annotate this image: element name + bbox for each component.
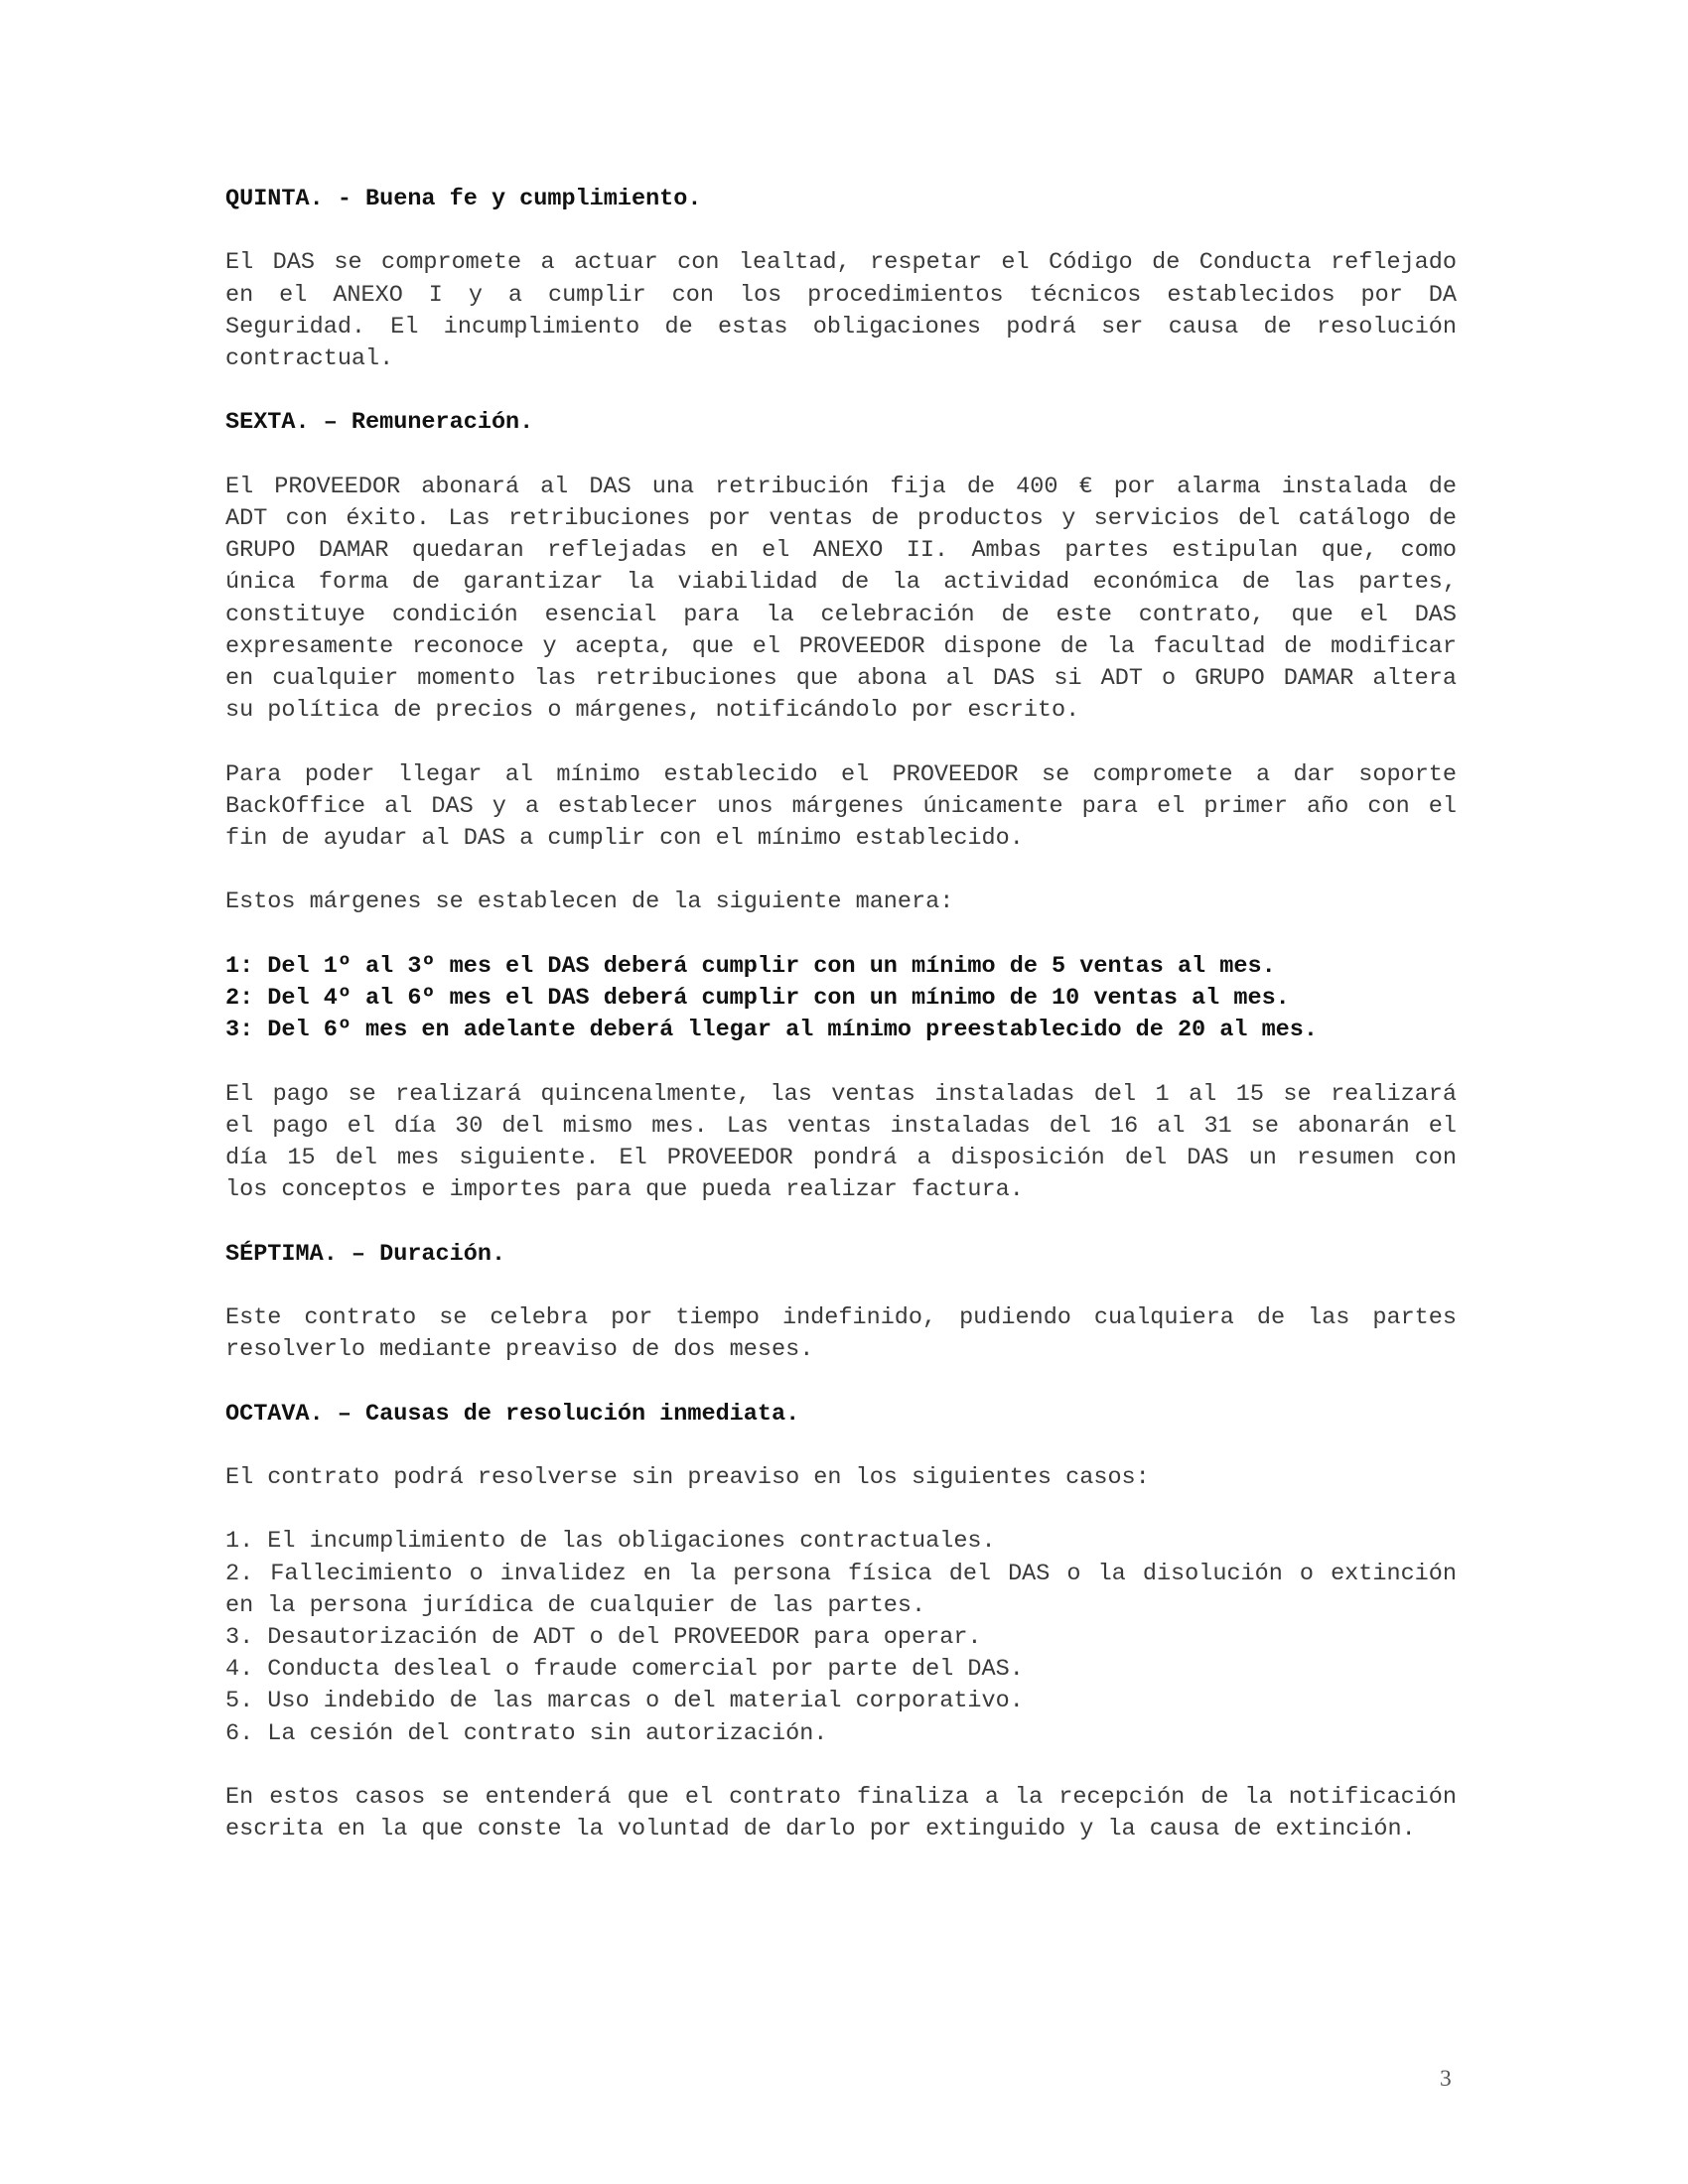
- list-item: 3: Del 6º mes en adelante deberá llegar al mínimo preestablecido de 20 al mes.: [225, 1017, 1318, 1044]
- text-line: escrita en la que conste la voluntad de darlo por extinguido y la causa de extinción.: [225, 1816, 1416, 1843]
- text-line: GRUPO DAMAR quedaran reflejadas en el ANEXO II. Ambas partes estipulan que, como: [225, 537, 1457, 565]
- paragraph-sexta-3: [225, 887, 1457, 918]
- list-item: 3. Desautorización de ADT o del PROVEEDOR para operar.: [225, 1623, 982, 1651]
- text-line: contractual.: [225, 345, 394, 372]
- paragraph-quinta: [225, 247, 1457, 375]
- text-line: Seguridad. El incumplimiento de estas obligaciones podrá ser causa de resolución: [225, 313, 1457, 341]
- paragraph-sexta-2: [225, 759, 1457, 856]
- list-item: 1: Del 1º al 3º mes el DAS deberá cumplir con un mínimo de 5 ventas al mes.: [225, 952, 1276, 980]
- termination-causes-list: [225, 1526, 1457, 1749]
- paragraph-sexta-4: [225, 1079, 1457, 1207]
- text-line: BackOffice al DAS y a establecer unos márgenes únicamente para el primer año con el: [225, 792, 1457, 820]
- text-line: ADT con éxito. Las retribuciones por ventas de productos y servicios del catálogo de: [225, 504, 1457, 532]
- text-line: En estos casos se entenderá que el contrato finaliza a la recepción de la notificación: [225, 1783, 1457, 1811]
- text-line: única forma de garantizar la viabilidad de la actividad económica de las partes,: [225, 569, 1457, 597]
- text-line: expresamente reconoce y acepta, que el PROVEEDOR dispone de la facultad de modificar: [225, 632, 1457, 660]
- text-line: en el ANEXO I y a cumplir con los procedimientos técnicos establecidos por DA: [225, 281, 1457, 309]
- text-line: Este contrato se celebra por tiempo indefinido, pudiendo cualquiera de las partes: [225, 1303, 1457, 1331]
- section-heading-octava: OCTAVA. – Causas de resolución inmediata.: [225, 1400, 800, 1428]
- list-item: 5. Uso indebido de las marcas o del material corporativo.: [225, 1688, 1024, 1715]
- text-line: en cualquier momento las retribuciones que abona al DAS si ADT o GRUPO DAMAR altera: [225, 665, 1457, 692]
- paragraph-septima: [225, 1302, 1457, 1366]
- list-item: 2. Fallecimiento o invalidez en la persona física del DAS o la disolución o extinción: [225, 1560, 1457, 1587]
- text-line: Estos márgenes se establecen de la siguiente manera:: [225, 888, 954, 916]
- section-heading-quinta: QUINTA. - Buena fe y cumplimiento.: [225, 186, 702, 212]
- text-line: Para poder llegar al mínimo establecido el PROVEEDOR se compromete a dar soporte: [225, 760, 1457, 788]
- paragraph-sexta-1: [225, 472, 1457, 728]
- text-line: resolverlo mediante preaviso de dos meses.: [225, 1336, 814, 1364]
- text-line: constituye condición esencial para la celebración de este contrato, que el DAS: [225, 601, 1457, 628]
- document-page: [225, 184, 1457, 1878]
- list-item: en la persona jurídica de cualquier de las partes.: [225, 1591, 926, 1619]
- text-line: día 15 del mes siguiente. El PROVEEDOR pondrá a disposición del DAS un resumen con: [225, 1144, 1457, 1171]
- text-line: El PROVEEDOR abonará al DAS una retribución fija de 400 € por alarma instalada de: [225, 473, 1457, 500]
- text-line: El pago se realizará quincenalmente, las ventas instaladas del 1 al 15 se realizará: [225, 1080, 1457, 1108]
- paragraph-octava-closing: [225, 1782, 1457, 1845]
- list-item: 2: Del 4º al 6º mes el DAS deberá cumplir con un mínimo de 10 ventas al mes.: [225, 984, 1290, 1012]
- text-line: el pago el día 30 del mismo mes. Las ventas instaladas del 16 al 31 se abonarán el: [225, 1112, 1457, 1140]
- text-line: El DAS se compromete a actuar con lealtad, respetar el Código de Conducta reflejado: [225, 249, 1457, 277]
- section-heading-septima: SÉPTIMA. – Duración.: [225, 1240, 506, 1268]
- paragraph-octava-intro: [225, 1462, 1457, 1494]
- text-line: los conceptos e importes para que pueda realizar factura.: [225, 1176, 1024, 1204]
- page-number: 3: [1440, 2066, 1452, 2092]
- text-line: fin de ayudar al DAS a cumplir con el mínimo establecido.: [225, 825, 1024, 852]
- section-heading-sexta: SEXTA. – Remuneración.: [225, 409, 534, 437]
- list-item: 4. Conducta desleal o fraude comercial por parte del DAS.: [225, 1656, 1024, 1684]
- text-line: su política de precios o márgenes, notificándolo por escrito.: [225, 697, 1080, 725]
- list-item: 1. El incumplimiento de las obligaciones contractuales.: [225, 1528, 996, 1556]
- list-item: 6. La cesión del contrato sin autorización.: [225, 1719, 828, 1747]
- margins-list: [225, 951, 1457, 1047]
- text-line: El contrato podrá resolverse sin preaviso en los siguientes casos:: [225, 1463, 1150, 1491]
